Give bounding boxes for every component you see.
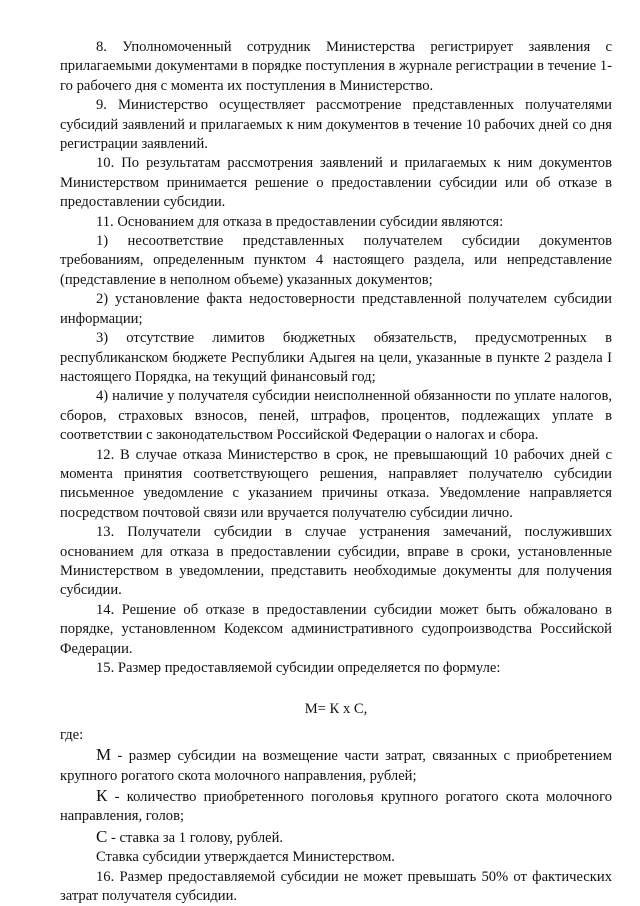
definition-symbol: К <box>96 786 108 806</box>
where-label: где: <box>60 726 84 743</box>
paragraph-11-item-2: 2) установление факта недостоверности представленной получателем субсидии информации; <box>60 291 612 327</box>
document-page <box>60 38 612 906</box>
formula: M= К х С, <box>304 701 368 718</box>
paragraph-10: 10. По результатам рассмотрения заявлений и прилагаемых к ним документов Министерством принимается решение о предоставлении субсидии или об отказе в предоставлении субсидии. <box>60 155 612 211</box>
definition-symbol: М <box>96 745 112 765</box>
paragraph-11-item-3: 3) отсутствие лимитов бюджетных обязательств, предусмотренных в республиканском бюджете Республики Адыгея на цели, указанные в пункте 2 раздела I настоящего Порядка, на текущий финансовый год; <box>60 330 612 385</box>
paragraph-11-item-4: 4) наличие у получателя субсидии неисполненной обязанности по уплате налогов, сборов, страховых взносов, пеней, штрафов, процентов, подлежащих уплате в соответствии с законодательством Российской Федерации о налогах и сбора. <box>60 388 612 444</box>
definition-k <box>60 786 612 827</box>
paragraph-13: 13. Получатели субсидии в случае устранения замечаний, послуживших основанием для отказа в предоставлении субсидии, вправе в сроки, установленные Министерством в уведомлении, представить необходимые документы для получения субсидии. <box>60 524 612 599</box>
paragraph-16: 16. Размер предоставляемой субсидии не может превышать 50% от фактических затрат получателя субсидии. <box>60 868 612 905</box>
definition-text: - размер субсидии на возмещение части затрат, связанных с приобретением крупного рогатого скота молочного направления, рублей; <box>60 748 612 784</box>
definition-m <box>60 745 612 786</box>
definition-text: - ставка за 1 голову, рублей. <box>107 829 284 846</box>
paragraph-9: 9. Министерство осуществляет рассмотрение представленных получателями субсидий заявлений и прилагаемых к ним документов в течение 10 рабочих дней со дня регистрации заявлений. <box>60 97 612 153</box>
paragraph-8: 8. Уполномоченный сотрудник Министерства регистрирует заявления с прилагаемыми документами в порядке поступления в журнале регистрации в течение 1-го рабочего дня с момента их поступления в Министерство. <box>60 39 612 94</box>
paragraph-12: 12. В случае отказа Министерство в срок, не превышающий 10 рабочих дней с момента принятия соответствующего решения, направляет получателю субсидии письменное уведомление с указанием причины отказа. Уведомление направляется посредством почтовой связи или вручается получателю субсидии лично. <box>60 446 612 521</box>
definition-symbol: С <box>96 826 108 846</box>
paragraph-15: 15. Размер предоставляемой субсидии определяется по формуле: <box>96 660 501 676</box>
paragraph-11: 11. Основанием для отказа в предоставлении субсидии являются: <box>96 213 504 230</box>
definition-c <box>60 827 612 848</box>
definition-text: - количество приобретенного поголовья крупного рогатого скота молочного направления, голов; <box>60 789 612 825</box>
rate-approval: Ставка субсидии утверждается Министерством. <box>96 849 395 866</box>
paragraph-11-item-1: 1) несоответствие представленных получателем субсидии документов требованиям, определенным пунктом 4 настоящего раздела, или непредставление (представление в неполном объеме) указанных документов; <box>60 233 612 288</box>
paragraph-14: 14. Решение об отказе в предоставлении субсидии может быть обжаловано в порядке, установленном Кодексом административного судопроизводства Российской Федерации. <box>60 601 612 657</box>
